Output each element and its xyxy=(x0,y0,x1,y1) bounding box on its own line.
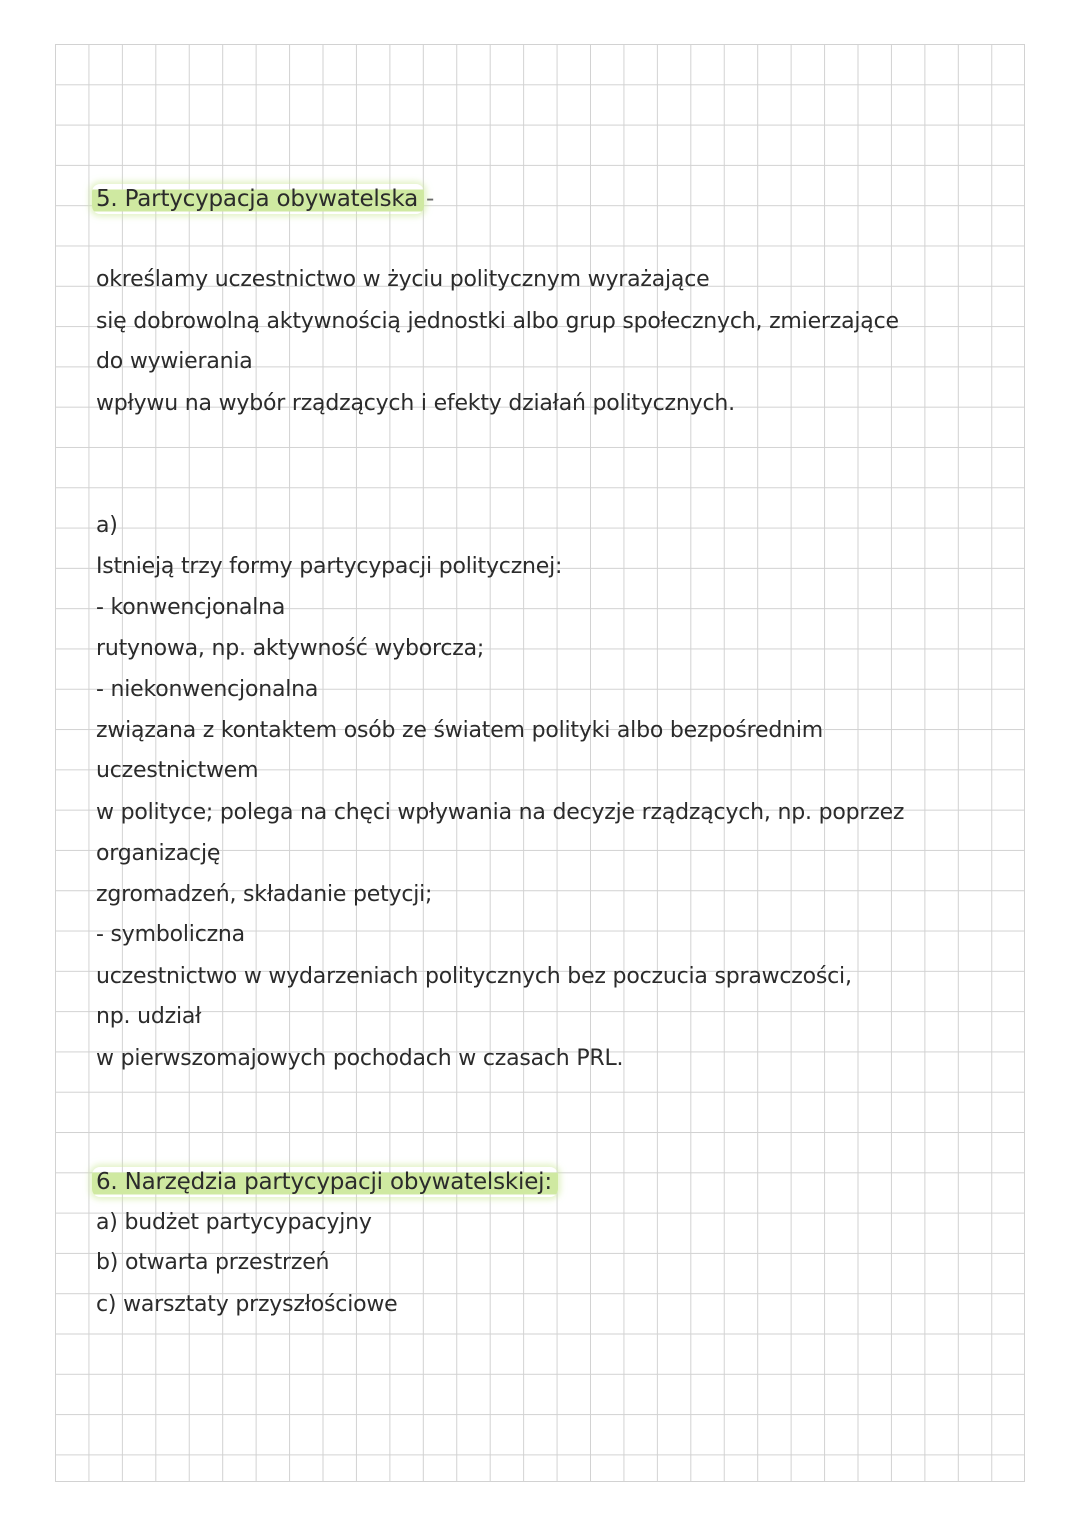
section-6-item-b: b) otwarta przestrzeń xyxy=(96,1250,330,1275)
part-a-label: a) xyxy=(96,513,118,538)
definition-line-4: wpływu na wybór rządzących i efekty działań politycznych. xyxy=(96,391,735,416)
definition-line-3: do wywierania xyxy=(96,349,253,374)
part-a-line-12: np. udział xyxy=(96,1004,202,1029)
part-a-line-4: - niekonwencjonalna xyxy=(96,677,319,702)
section-6-heading-line xyxy=(96,1167,558,1197)
section-5-heading-line xyxy=(96,184,434,214)
part-a-line-2: - konwencjonalna xyxy=(96,595,286,620)
definition-line-1: określamy uczestnictwo w życiu politycznym wyrażające xyxy=(96,267,710,292)
part-a-line-1: Istnieją trzy formy partycypacji politycznej: xyxy=(96,554,563,579)
section-6-item-c: c) warsztaty przyszłościowe xyxy=(96,1292,398,1317)
part-a-line-6: uczestnictwem xyxy=(96,758,259,783)
part-a-line-7: w polityce; polega na chęci wpływania na decyzje rządzących, np. poprzez xyxy=(96,800,905,825)
part-a-line-10: - symboliczna xyxy=(96,922,245,947)
part-a-line-3: rutynowa, np. aktywność wyborcza; xyxy=(96,636,485,661)
definition-line-2: się dobrowolną aktywnością jednostki albo grup społecznych, zmierzające xyxy=(96,309,899,334)
part-a-line-9: zgromadzeń, składanie petycji; xyxy=(96,882,433,907)
part-a-line-11: uczestnictwo w wydarzeniach politycznych bez poczucia sprawczości, xyxy=(96,964,852,989)
part-a-line-5: związana z kontaktem osób ze światem polityki albo bezpośrednim xyxy=(96,718,823,743)
section-5-heading: 5. Partycypacja obywatelska xyxy=(92,184,424,214)
part-a-line-13: w pierwszomajowych pochodach w czasach PRL. xyxy=(96,1046,624,1071)
section-6-item-a: a) budżet partycypacyjny xyxy=(96,1210,372,1235)
section-5-heading-dash: - xyxy=(426,186,435,212)
section-6-heading: 6. Narzędzia partycypacji obywatelskiej: xyxy=(92,1167,558,1197)
part-a-line-8: organizację xyxy=(96,841,221,866)
